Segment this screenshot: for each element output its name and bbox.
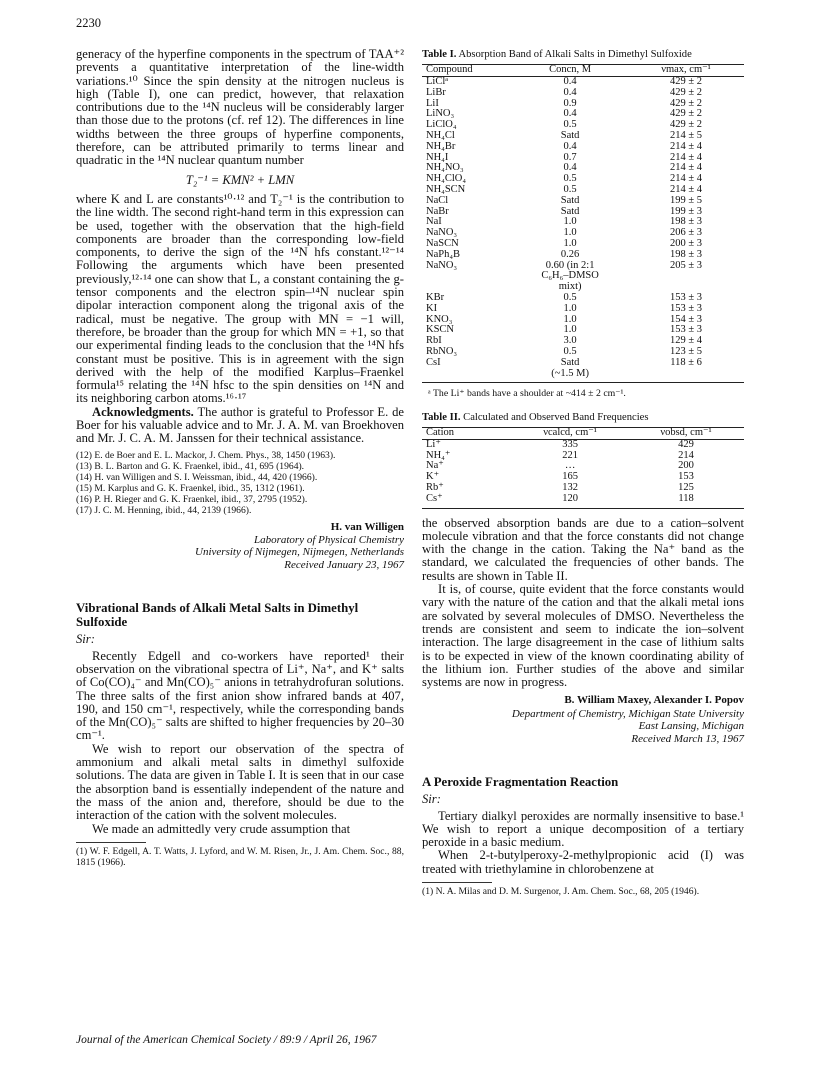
table-cell: 153 [678, 471, 694, 483]
table-cell: Cs⁺ [422, 494, 512, 508]
acknowledgments [76, 406, 404, 446]
table-cell: 0.4 [563, 108, 577, 120]
author-names: B. William Maxey, Alexander I. Popov [564, 694, 744, 707]
table-cell: 1.0 [563, 324, 577, 336]
table-cell: 214 ± 4 [670, 162, 703, 174]
table1-body [422, 77, 744, 383]
table-cell: 154 ± 3 [670, 313, 703, 325]
table-cell: 200 ± 3 [670, 238, 703, 250]
table-cell: NH₄I [426, 151, 449, 163]
table-cell: NaNO₃ [426, 259, 458, 271]
table-cell: mixt) [558, 281, 582, 293]
table-cell [422, 369, 512, 383]
table-cell: Satd [560, 194, 580, 206]
table1-label: Table I. [422, 49, 457, 60]
table-cell: 429 ± 2 [670, 76, 703, 88]
table1-header: Concn, M [512, 65, 628, 77]
table-cell: 214 ± 5 [670, 130, 703, 142]
table-cell: 429 ± 2 [670, 119, 703, 131]
footnote: (1) W. F. Edgell, A. T. Watts, J. Lyford, and W. M. Risen, Jr., J. Am. Chem. Soc., 88, 1815 (1966). [76, 845, 404, 868]
table-cell: 132 [562, 481, 578, 493]
equation: T₂⁻¹ = KMN² + LMN [185, 172, 295, 187]
salutation: Sir: [422, 792, 441, 807]
table2-header: νcalcd, cm⁻¹ [512, 428, 628, 440]
table-cell: LiClO₄ [426, 119, 457, 131]
table-cell: KBr [426, 292, 445, 304]
table-cell: 3.0 [563, 335, 577, 347]
table-cell: 0.26 [560, 248, 580, 260]
table-cell: 0.4 [563, 76, 577, 88]
table-cell: 199 ± 5 [670, 194, 703, 206]
table-cell: NaCl [426, 194, 449, 206]
table-cell [628, 369, 744, 383]
reference: (12) E. de Boer and E. L. Mackor, J. Chem. Phys., 38, 1450 (1963). [76, 449, 336, 461]
table2-header: Cation [422, 428, 512, 440]
body-paragraph: where K and L are constants¹⁰·¹² and T₂⁻¹ is the contribution to the line width. The second right-hand term in this expression can be used, together with the observation that the high-field components are broader than the corresponding low-field components, to derive the sign of the ¹⁴N hfs constant.¹²⁻¹⁴ Following the arguments which have been presented previously,¹²·¹⁴ one can show that L, a constant containing the g-tensor components and the electron spin–¹⁴N nuclear spin dipolar interaction component along the trigonal axis of the radical, must be negative. The group with MN = −1 will, therefore, be broader than the group for which MN = +1, so that our experimental finding leads to the conclusion that the ¹⁴N hfs constant must be positive. This is in agreement with the sign derived with the help of the modified Karplus–Fraenkel formula¹⁵ relating the ¹⁴N hfsc to the spin densities on ¹⁴N and its neighboring carbon atoms.¹⁶·¹⁷ [76, 191, 404, 406]
table-cell: NH₄ClO₄ [426, 173, 466, 185]
table-cell: Na⁺ [426, 460, 444, 472]
table1-header: νmax, cm⁻¹ [628, 65, 744, 77]
table-cell: 0.5 [563, 346, 577, 358]
table-cell: KI [426, 302, 438, 314]
table-cell: KNO₃ [426, 313, 453, 325]
table-cell: Li⁺ [426, 438, 441, 450]
table-cell: LiNO₃ [426, 108, 455, 120]
table-cell: RbNO₃ [426, 346, 458, 358]
table-cell: NH₄⁺ [426, 449, 451, 461]
ack-label: Acknowledgments. [92, 404, 194, 419]
table-cell: LiI [426, 97, 439, 109]
table-cell: NH₄SCN [426, 184, 466, 196]
table-cell: 205 ± 3 [670, 259, 703, 271]
table1-row [422, 358, 744, 369]
table-cell: NaNO₃ [426, 227, 458, 239]
table-cell: NaPh₄B [426, 248, 460, 260]
affiliation: University of Nijmegen, Nijmegen, Netherlands [195, 546, 404, 559]
table2-row [422, 483, 744, 494]
table-cell: RbI [426, 335, 442, 347]
table-cell: 153 ± 3 [670, 292, 703, 304]
reference: (13) B. L. Barton and G. K. Fraenkel, ibid., 41, 695 (1964). [76, 460, 305, 472]
body-paragraph: We made an admittedly very crude assumption that [92, 821, 351, 836]
table-cell: 335 [562, 438, 578, 450]
table2-body [422, 439, 744, 508]
affiliation: Department of Chemistry, Michigan State University [511, 707, 744, 720]
reference: (14) H. van Willigen and S. I. Weissman, ibid., 44, 420 (1966). [76, 471, 318, 483]
author-name: H. van Willigen [330, 520, 404, 533]
table-cell: 1.0 [563, 313, 577, 325]
table1-row [422, 271, 744, 282]
table2-row [422, 451, 744, 462]
table-cell: 1.0 [563, 216, 577, 228]
table1 [422, 64, 744, 383]
body-paragraph: generacy of the hyperfine components in the spectrum of TAA⁺² prevents a quantitative interpretation of the line-width variations.¹⁰ Since the spin density at the nitrogen nucleus is high (Table I), one can predict, however, that relaxation contributions due to the ¹⁴N nucleus will be considerably larger than those due to the protons (cf. ref 12). The differences in line widths between the three groups of hyperfine components, therefore, can be attributed primarily to terms linear and quadratic in the ¹⁴N nuclear quantum number [76, 47, 404, 168]
table2-title: Calculated and Observed Band Frequencies [463, 411, 649, 423]
reference-list [76, 450, 404, 516]
table-cell: 199 ± 3 [670, 205, 703, 217]
table-cell: 0.5 [563, 173, 577, 185]
article-heading: A Peroxide Fragmentation Reaction [422, 775, 619, 790]
table-cell: 1.0 [563, 238, 577, 250]
right-column [422, 48, 744, 897]
reference: (15) M. Karplus and G. K. Fraenkel, ibid., 35, 1312 (1961). [76, 482, 305, 494]
ack-text: The author is grateful to Professor E. de Boer for his valuable advice and to Mr. J. A. M. van Broekhoven and Mr. J. C. A. M. Janssen for their technical assistance. [76, 404, 404, 446]
table-cell: 221 [562, 449, 578, 461]
table-cell: 118 ± 6 [670, 356, 702, 368]
table2-row [422, 461, 744, 472]
table-cell: 429 ± 2 [670, 108, 703, 120]
table-cell: 0.5 [563, 292, 577, 304]
table1-row [422, 304, 744, 315]
received-date: Received March 13, 1967 [631, 732, 744, 745]
table-cell: LiClᵃ [426, 76, 449, 88]
footnote-rule [422, 882, 492, 883]
body-paragraph: It is, of course, quite evident that the force constants would vary with the nature of the cation and that the alkali metal ions are solvated by several molecules of DMSO. Nevertheless the trends are consistent and seem to indicate the ion–solvent interaction. The large disagreement in the case of lithium salts is to be expected in view of the known coordinating ability of the lithium ion. Further studies of the above and similar systems are now in progress. [422, 582, 744, 690]
table-cell: 0.4 [563, 86, 577, 98]
table-cell: Satd [560, 205, 580, 217]
table2 [422, 427, 744, 509]
table-cell: NaBr [426, 205, 449, 217]
table-cell: NH₄Cl [426, 130, 455, 142]
table-cell: 153 ± 3 [670, 302, 703, 314]
table-cell: 0.4 [563, 140, 577, 152]
body-paragraph: the observed absorption bands are due to a cation–solvent molecule vibration and that the force constants did not change with the change in the cation. Taking the Na⁺ band as the standard, we calculated the frequencies of other bands. The results are shown in Table II. [422, 515, 744, 583]
table-cell: (~1.5 M) [512, 369, 628, 383]
table-cell: CsI [426, 356, 441, 368]
table1-header: Compound [422, 65, 512, 77]
table2-caption [422, 411, 744, 424]
table1-footnote: ᵃ The Li⁺ bands have a shoulder at ~414 ± 2 cm⁻¹. [428, 388, 626, 400]
table2-label: Table II. [422, 411, 461, 423]
table-cell: Satd [560, 356, 580, 368]
table-cell: 0.5 [563, 119, 577, 131]
footnote: (1) N. A. Milas and D. M. Surgenor, J. Am. Chem. Soc., 68, 205 (1946). [422, 886, 700, 898]
table-cell: 0.7 [563, 151, 577, 163]
affiliation: Laboratory of Physical Chemistry [253, 533, 404, 546]
table-cell: Rb⁺ [426, 481, 444, 493]
table1-title: Absorption Band of Alkali Salts in Dimethyl Sulfoxide [458, 49, 692, 60]
table-cell: 429 ± 2 [670, 86, 703, 98]
table-cell: 429 [678, 438, 694, 450]
affiliation: East Lansing, Michigan [638, 720, 744, 733]
table-cell: NH₄Br [426, 140, 456, 152]
footnote-rule [76, 842, 146, 843]
table-cell: K⁺ [426, 471, 440, 483]
table-cell: 120 [512, 494, 628, 508]
article-heading: Vibrational Bands of Alkali Metal Salts in Dimethyl Sulfoxide [76, 601, 359, 630]
reference: (17) J. C. M. Henning, ibid., 44, 2139 (1966). [76, 504, 252, 516]
table-cell: LiBr [426, 86, 446, 98]
table-cell: NaSCN [426, 238, 459, 250]
table-cell: 118 [628, 494, 744, 508]
table2-row [422, 472, 744, 483]
table-cell: 214 ± 4 [670, 184, 703, 196]
table-cell: 153 ± 3 [670, 324, 703, 336]
journal-footer: Journal of the American Chemical Society / 89:9 / April 26, 1967 [76, 1034, 377, 1046]
received-date: Received January 23, 1967 [284, 558, 404, 571]
table-cell: 0.4 [563, 162, 577, 174]
table-cell: 198 ± 3 [670, 248, 703, 260]
table-cell: 1.0 [563, 227, 577, 239]
table-cell: 0.9 [563, 97, 577, 109]
table-cell: C₆H₆–DMSO [541, 270, 599, 282]
table-cell: 214 ± 4 [670, 151, 703, 163]
table-cell: 214 ± 4 [670, 140, 703, 152]
table-cell: 0.5 [563, 184, 577, 196]
table2-row [422, 439, 744, 450]
table-cell: NH₄NO₃ [426, 162, 464, 174]
table-cell: 1.0 [563, 302, 577, 314]
table-cell: Satd [560, 130, 580, 142]
table1-caption [422, 48, 744, 61]
table2-row [422, 494, 744, 508]
reference: (16) P. H. Rieger and G. K. Fraenkel, ibid., 37, 2795 (1952). [76, 493, 308, 505]
table-cell: NaI [426, 216, 442, 228]
table-cell: 214 [678, 449, 694, 461]
table-cell: … [564, 460, 576, 472]
table1-row [422, 369, 744, 383]
table-cell: 125 [678, 481, 694, 493]
table-cell [628, 271, 744, 282]
table-cell: 0.60 (in 2:1 [545, 259, 595, 271]
table-cell: 429 ± 2 [670, 97, 703, 109]
body-paragraph: Tertiary dialkyl peroxides are normally insensitive to base.¹ We wish to report a unique decomposition of a tertiary peroxide in a basic medium. [422, 808, 744, 850]
table-cell: 129 ± 4 [670, 335, 703, 347]
table-cell: 165 [562, 471, 578, 483]
salutation: Sir: [76, 632, 95, 647]
table-cell: 123 ± 5 [670, 346, 703, 358]
table-cell: KSCN [426, 324, 455, 336]
table-cell: 200 [678, 460, 694, 472]
page-number: 2230 [76, 16, 101, 30]
table-cell: 206 ± 3 [670, 227, 703, 239]
body-paragraph: We wish to report our observation of the spectra of ammonium and alkali metal salts in dimethyl sulfoxide solutions. The data are given in Table I. It is seen that in our case the absorption band is essentially independent of the nature and the mass of the anion and, therefore, should be due to the interaction of the cation with the solvent molecules. [76, 741, 404, 823]
table-cell: 214 ± 4 [670, 173, 703, 185]
body-paragraph: When 2-t-butylperoxy-2-methylpropionic acid (I) was treated with triethylamine in chlorobenzene at [422, 848, 744, 876]
table2-header: νobsd, cm⁻¹ [628, 428, 744, 440]
left-column [76, 48, 404, 868]
table-cell: 198 ± 3 [670, 216, 703, 228]
table-cell [422, 271, 512, 282]
body-paragraph: Recently Edgell and co-workers have reported¹ their observation on the vibrational spectra of Li⁺, Na⁺, and K⁺ salts of Co(CO)₄⁻ and Mn(CO)₅⁻ anions in tetrahydrofuran solutions. The three salts of the first anion show infrared bands at 407, 190, and 150 cm⁻¹, respectively, while the corresponding bands of the Mn(CO)₅⁻ salts are shifted to higher frequencies by 20–30 cm⁻¹. [76, 648, 404, 743]
